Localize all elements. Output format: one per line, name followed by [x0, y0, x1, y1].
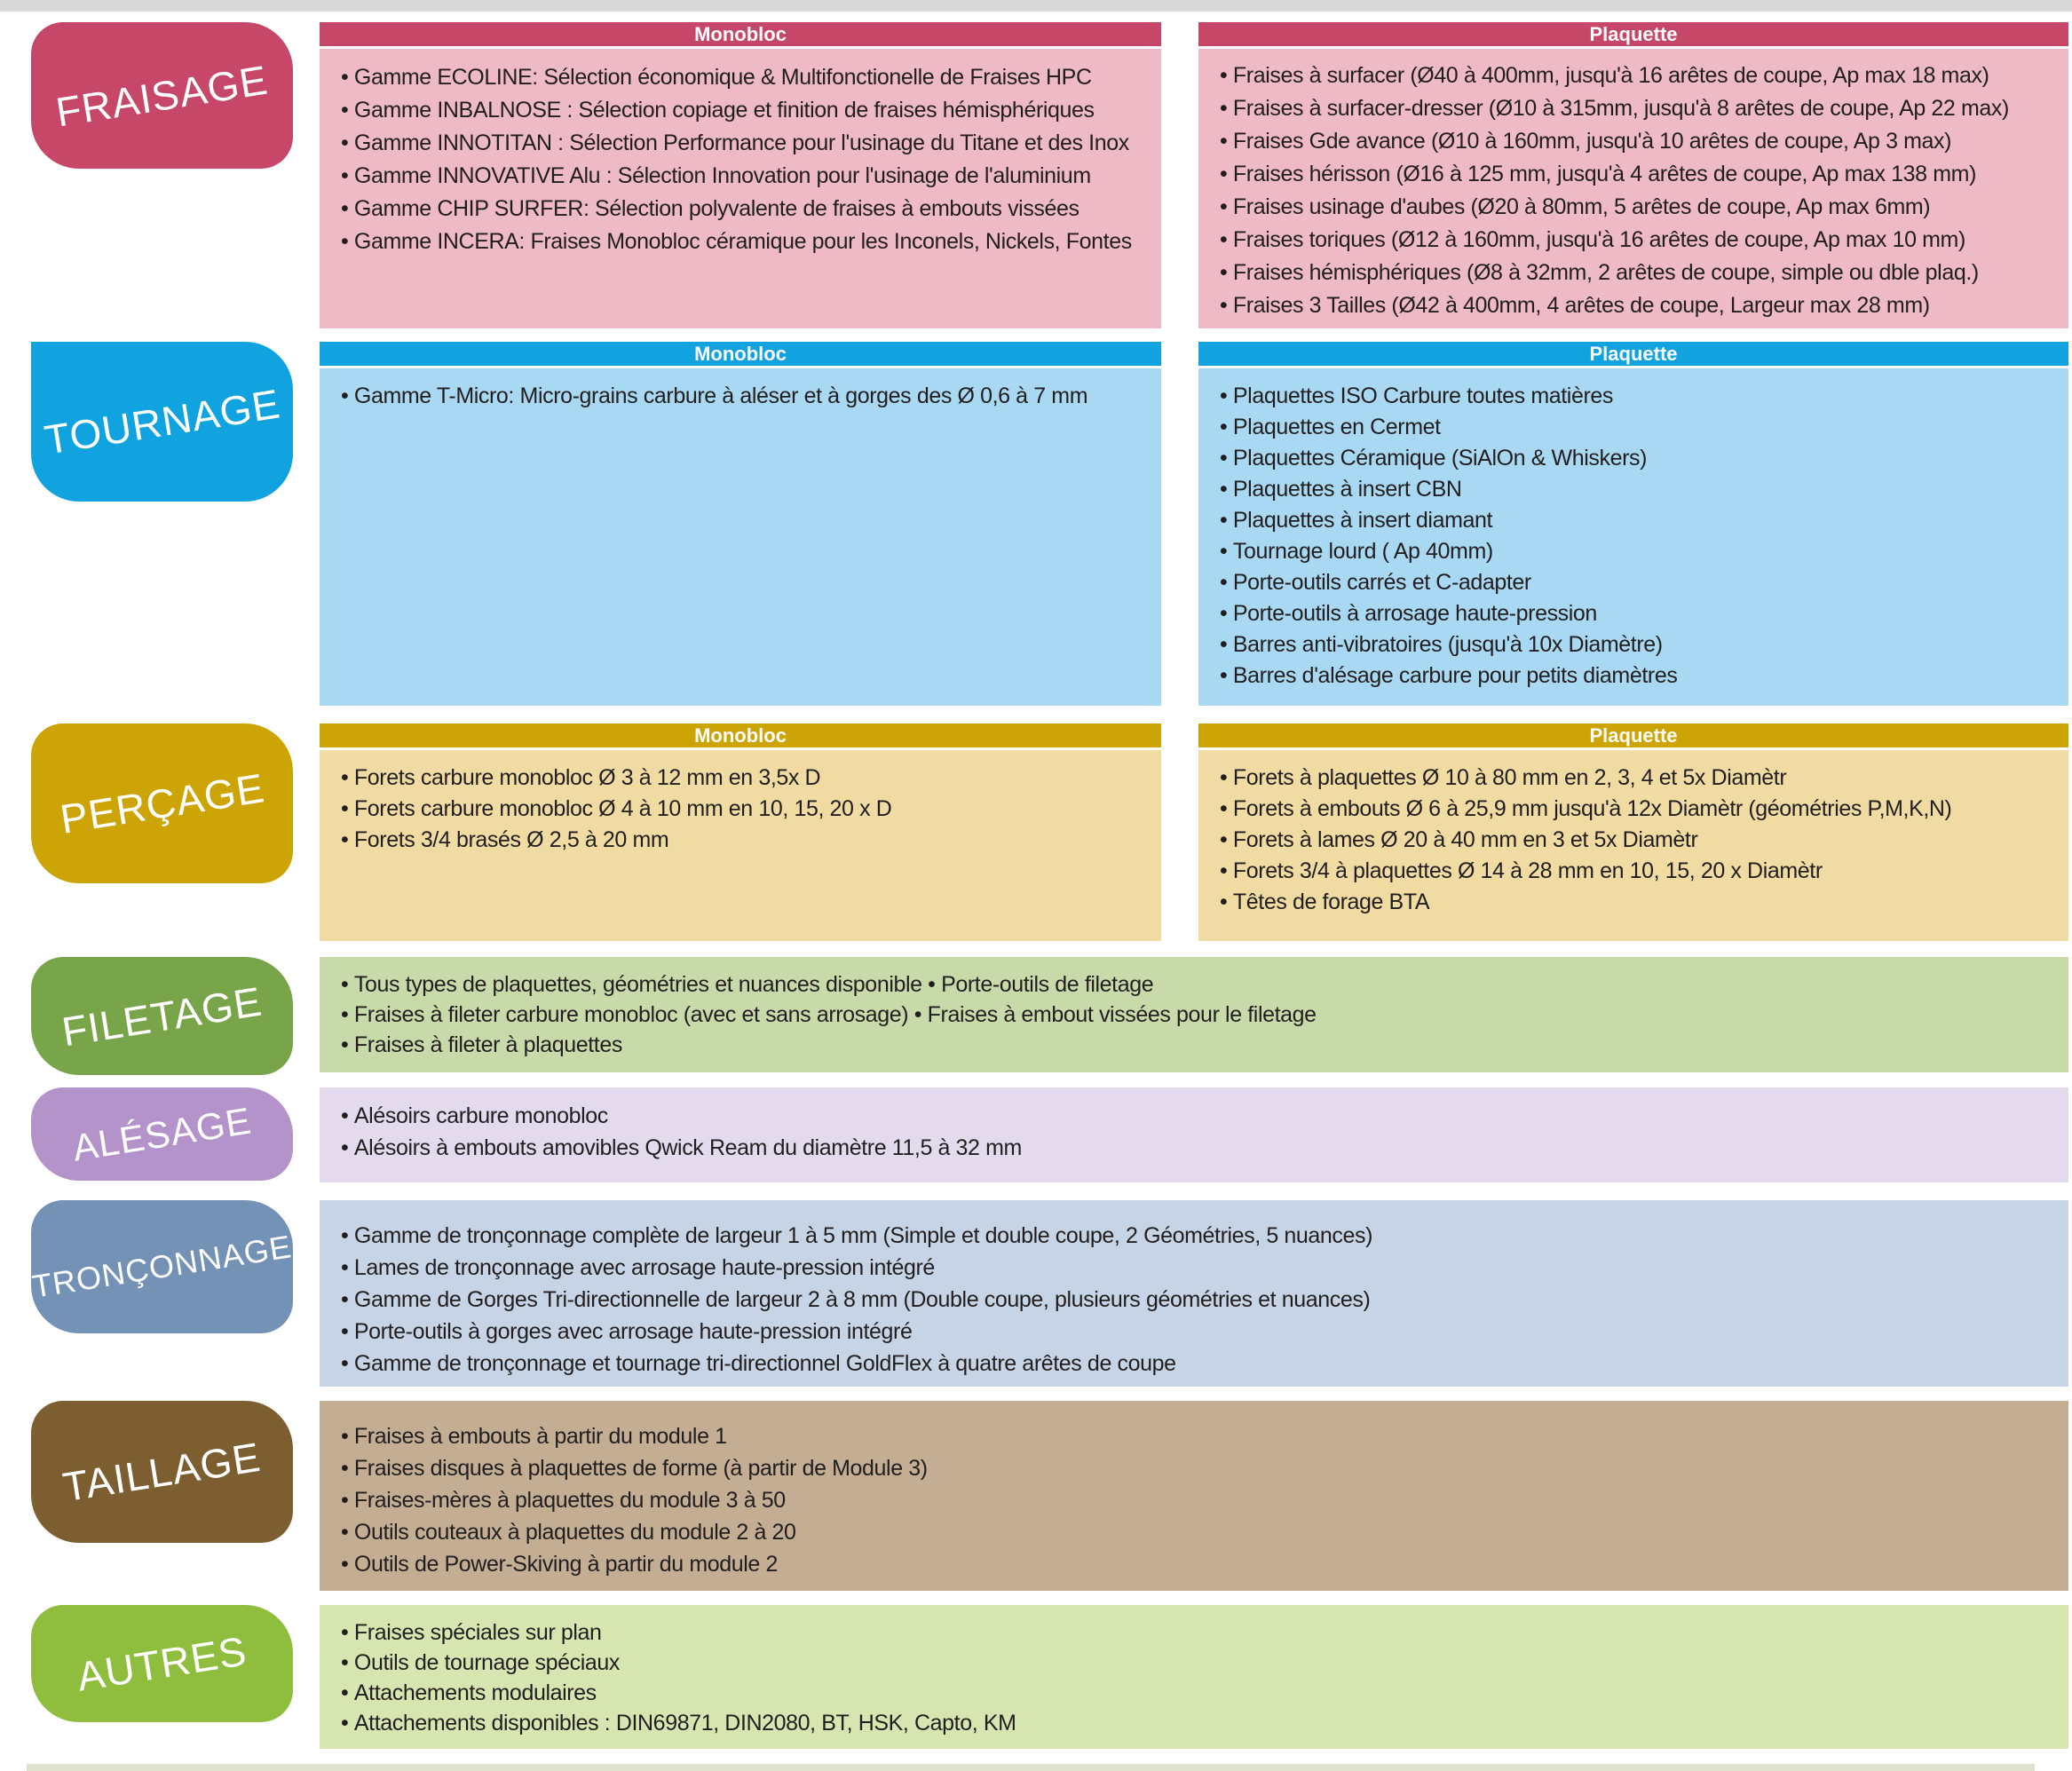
bottom-crop-strip [27, 1764, 2035, 1771]
section-filetage [31, 957, 2068, 1072]
list-item: • Plaquettes à insert diamant [1220, 505, 2063, 536]
section-alesage [31, 1087, 2068, 1182]
list-item: • Outils de Power-Skiving à partir du module 2 [341, 1548, 2063, 1580]
section-tronconnage [31, 1200, 2068, 1387]
panel-fraisage-plaquette [1198, 22, 2068, 328]
section-label-text: ALÉSAGE [69, 1098, 255, 1169]
list-item: • Fraises hérisson (Ø16 à 125 mm, jusqu'à 4 arêtes de coupe, Ap max 138 mm) [1220, 158, 2063, 191]
list-item: • Gamme INNOTITAN : Sélection Performance pour l'usinage du Titane et des Inox [341, 127, 1156, 160]
list-item: • Forets 3/4 à plaquettes Ø 14 à 28 mm en 10, 15, 20 x Diamètr [1220, 856, 2063, 887]
list-item: • Gamme INNOVATIVE Alu : Sélection Innovation pour l'usinage de l'aluminium [341, 160, 1156, 193]
list-item: • Fraises Gde avance (Ø10 à 160mm, jusqu'à 10 arêtes de coupe, Ap 3 max) [1220, 125, 2063, 158]
label-column [31, 342, 320, 706]
list-item: • Gamme INCERA: Fraises Monobloc céramique pour les Inconels, Nickels, Fontes [341, 225, 1156, 258]
section-autres [31, 1605, 2068, 1749]
list-item: • Forets à plaquettes Ø 10 à 80 mm en 2, 3, 4 et 5x Diamètr [1220, 763, 2063, 794]
label-column [31, 1087, 320, 1182]
list-item: • Fraises hémisphériques (Ø8 à 32mm, 2 arêtes de coupe, simple ou dble plaq.) [1220, 257, 2063, 289]
label-column [31, 22, 320, 328]
section-content [320, 1605, 2068, 1749]
top-crop-strip [0, 0, 2072, 12]
panel-percage-plaquette [1198, 723, 2068, 941]
label-column [31, 1401, 320, 1591]
sections-container [31, 22, 2068, 1749]
section-label-text: FRAISAGE [52, 56, 272, 135]
list-item: • Attachements modulaires [341, 1678, 2063, 1708]
panel-body [1198, 750, 2068, 941]
list-item: • Fraises à surfacer (Ø40 à 400mm, jusqu'à 16 arêtes de coupe, Ap max 18 max) [1220, 59, 2063, 92]
list-item: • Forets carbure monobloc Ø 3 à 12 mm en 3,5x D [341, 763, 1156, 794]
section-content [320, 342, 2068, 706]
list-item: • Gamme T-Micro: Micro-grains carbure à aléser et à gorges des Ø 0,6 à 7 mm [341, 381, 1156, 412]
panel-header-monobloc: Monobloc [320, 22, 1161, 49]
list-item: • Fraises à surfacer-dresser (Ø10 à 315mm, jusqu'à 8 arêtes de coupe, Ap 22 max) [1220, 92, 2063, 125]
section-label-text: FILETAGE [59, 977, 265, 1055]
list-item: • Gamme ECOLINE: Sélection économique & Multifonctionelle de Fraises HPC [341, 61, 1156, 94]
list-item: • Fraises à fileter à plaquettes [341, 1030, 2063, 1060]
list-item: • Fraises-mères à plaquettes du module 3 à 50 [341, 1484, 2063, 1516]
panel-fraisage-monobloc [320, 22, 1161, 328]
panel-tronconnage [320, 1200, 2068, 1387]
panel-body [320, 1087, 2068, 1182]
section-label-text: TOURNAGE [41, 380, 283, 463]
panel-body [320, 1200, 2068, 1387]
panel-body [320, 49, 1161, 328]
list-item: • Gamme CHIP SURFER: Sélection polyvalente de fraises à embouts vissées [341, 193, 1156, 225]
section-fraisage [31, 22, 2068, 328]
list-item: • Porte-outils carrés et C-adapter [1220, 567, 2063, 598]
list-item: • Tous types de plaquettes, géométries et nuances disponible • Porte-outils de filetage [341, 969, 2063, 1000]
list-item: • Fraises à fileter carbure monobloc (avec et sans arrosage) • Fraises à embout vissées pour le filetage [341, 1000, 2063, 1030]
section-tournage [31, 342, 2068, 706]
list-item: • Fraises spéciales sur plan [341, 1617, 2063, 1648]
section-taillage [31, 1401, 2068, 1591]
list-item: • Porte-outils à arrosage haute-pression [1220, 598, 2063, 629]
list-item: • Plaquettes à insert CBN [1220, 474, 2063, 505]
section-label-text: TAILLAGE [59, 1433, 265, 1511]
section-content [320, 1401, 2068, 1591]
section-label-filetage [31, 957, 293, 1075]
list-item: • Forets 3/4 brasés Ø 2,5 à 20 mm [341, 825, 1156, 856]
panel-header-plaquette: Plaquette [1198, 22, 2068, 49]
list-item: • Fraises 3 Tailles (Ø42 à 400mm, 4 arêtes de coupe, Largeur max 28 mm) [1220, 289, 2063, 322]
panel-body [320, 1605, 2068, 1749]
list-item: • Alésoirs à embouts amovibles Qwick Ream du diamètre 11,5 à 32 mm [341, 1132, 2063, 1164]
panel-autres [320, 1605, 2068, 1749]
list-item: • Plaquettes ISO Carbure toutes matières [1220, 381, 2063, 412]
panel-tournage-plaquette [1198, 342, 2068, 706]
list-item: • Têtes de forage BTA [1220, 887, 2063, 918]
section-label-text: TRONÇONNAGE [29, 1228, 295, 1305]
label-column [31, 1605, 320, 1749]
section-label-alesage [31, 1087, 293, 1181]
section-label-autres [31, 1605, 293, 1722]
panel-body [1198, 49, 2068, 328]
panel-header-monobloc: Monobloc [320, 342, 1161, 368]
section-content [320, 1200, 2068, 1387]
list-item: • Fraises toriques (Ø12 à 160mm, jusqu'à 16 arêtes de coupe, Ap max 10 mm) [1220, 224, 2063, 257]
list-item: • Attachements disponibles : DIN69871, DIN2080, BT, HSK, Capto, KM [341, 1708, 2063, 1738]
panel-header-plaquette: Plaquette [1198, 342, 2068, 368]
list-item: • Tournage lourd ( Ap 40mm) [1220, 536, 2063, 567]
section-label-text: AUTRES [74, 1627, 250, 1700]
panel-header-plaquette: Plaquette [1198, 723, 2068, 750]
list-item: • Fraises disques à plaquettes de forme (à partir de Module 3) [341, 1452, 2063, 1484]
list-item: • Forets carbure monobloc Ø 4 à 10 mm en 10, 15, 20 x D [341, 794, 1156, 825]
panel-tournage-monobloc [320, 342, 1161, 706]
panel-body [320, 957, 2068, 1072]
list-item: • Outils couteaux à plaquettes du module 2 à 20 [341, 1516, 2063, 1548]
list-item: • Plaquettes en Cermet [1220, 412, 2063, 443]
panel-taillage [320, 1401, 2068, 1591]
section-label-percage [31, 723, 293, 883]
label-column [31, 1200, 320, 1387]
list-item: • Porte-outils à gorges avec arrosage haute-pression intégré [341, 1316, 2063, 1348]
panel-alesage [320, 1087, 2068, 1182]
section-label-taillage [31, 1401, 293, 1543]
list-item: • Barres d'alésage carbure pour petits diamètres [1220, 660, 2063, 692]
section-percage [31, 723, 2068, 941]
section-label-tronconnage [31, 1200, 293, 1333]
list-item: • Lames de tronçonnage avec arrosage haute-pression intégré [341, 1252, 2063, 1284]
panel-percage-monobloc [320, 723, 1161, 941]
section-content [320, 22, 2068, 328]
list-item: • Gamme de tronçonnage complète de largeur 1 à 5 mm (Simple et double coupe, 2 Géométries, 5 nuances) [341, 1220, 2063, 1252]
list-item: • Gamme de tronçonnage et tournage tri-directionnel GoldFlex à quatre arêtes de coupe [341, 1348, 2063, 1380]
list-item: • Alésoirs carbure monobloc [341, 1100, 2063, 1132]
list-item: • Outils de tournage spéciaux [341, 1648, 2063, 1678]
label-column [31, 957, 320, 1072]
section-label-text: PERÇAGE [56, 764, 268, 842]
list-item: • Fraises à embouts à partir du module 1 [341, 1420, 2063, 1452]
label-column [31, 723, 320, 941]
list-item: • Fraises usinage d'aubes (Ø20 à 80mm, 5 arêtes de coupe, Ap max 6mm) [1220, 191, 2063, 224]
list-item: • Forets à lames Ø 20 à 40 mm en 3 et 5x Diamètr [1220, 825, 2063, 856]
list-item: • Barres anti-vibratoires (jusqu'à 10x Diamètre) [1220, 629, 2063, 660]
list-item: • Plaquettes Céramique (SiAlOn & Whiskers) [1220, 443, 2063, 474]
panel-body [1198, 368, 2068, 706]
section-content [320, 1087, 2068, 1182]
panel-header-monobloc: Monobloc [320, 723, 1161, 750]
list-item: • Gamme de Gorges Tri-directionnelle de largeur 2 à 8 mm (Double coupe, plusieurs géométries et nuances) [341, 1284, 2063, 1316]
section-label-tournage [31, 342, 293, 502]
list-item: • Forets à embouts Ø 6 à 25,9 mm jusqu'à 12x Diamètr (géométries P,M,K,N) [1220, 794, 2063, 825]
section-content [320, 723, 2068, 941]
list-item: • Gamme INBALNOSE : Sélection copiage et finition de fraises hémisphériques [341, 94, 1156, 127]
panel-body [320, 750, 1161, 941]
panel-body [320, 1401, 2068, 1591]
panel-filetage [320, 957, 2068, 1072]
panel-body [320, 368, 1161, 706]
section-label-fraisage [31, 22, 293, 169]
section-content [320, 957, 2068, 1072]
